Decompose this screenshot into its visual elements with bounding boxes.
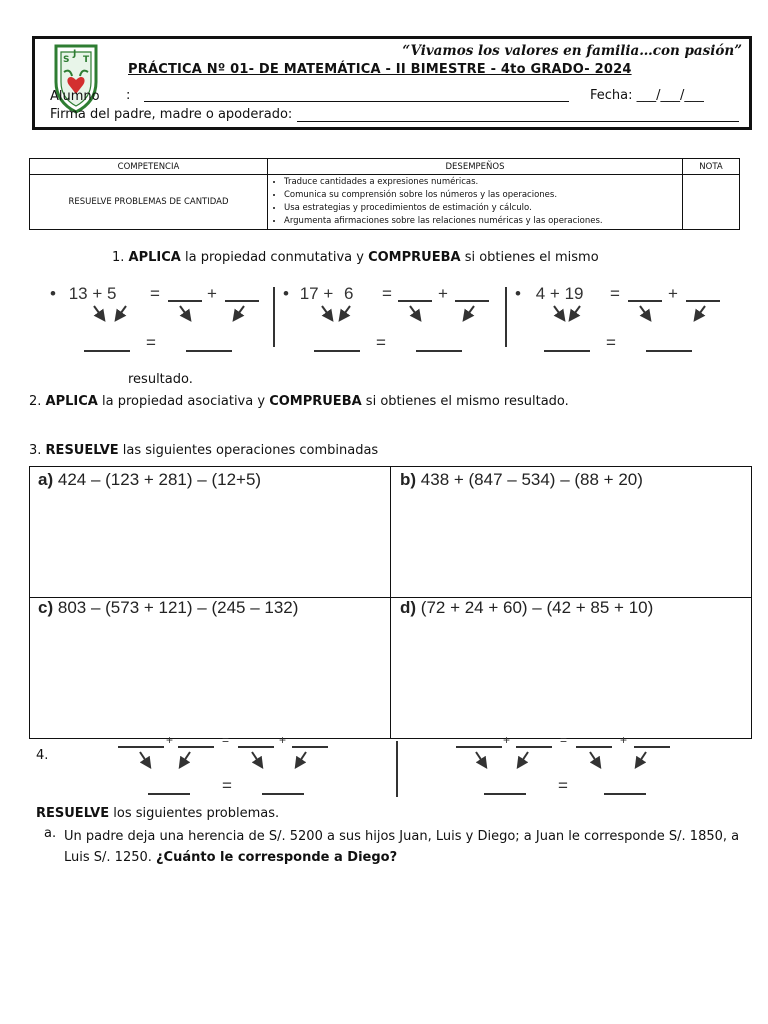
operation-expression: 438 + (847 – 534) – (88 + 20) [420,470,643,489]
plus-sign: + [549,284,560,303]
plus-sign: + [323,284,334,303]
logo-letter-s: S [63,55,70,65]
equals-sign: = [222,733,230,747]
q4-instruction [36,806,279,821]
equals-sign: = [610,284,620,303]
plus-sign: + [207,284,217,303]
plus-sign: + [92,284,103,303]
plus-sign: + [166,733,174,747]
operation-label: b) [400,470,417,489]
date-field[interactable]: Fecha: ___/___/___ [590,88,704,103]
performance-item: • Traduce cantidades a expresiones numéricas. [284,176,678,189]
problem-question: ¿Cuánto le corresponde a Diego? [156,850,398,865]
page-title: PRÁCTICA Nº 01- DE MATEMÁTICA - II BIMESTRE - 4to GRADO- 2024 [128,62,632,77]
q4-number: 4. [36,748,49,763]
q1-verb-aplica: APLICA [128,250,181,265]
bullet: • [50,284,56,303]
logo-letter-j: J [73,49,77,59]
student-colon: : [126,88,131,103]
logo-letter-t: T [83,55,90,65]
equals-sign: = [146,333,156,352]
q2-verb-comprueba: COMPRUEBA [269,394,362,409]
plus-sign: + [503,733,511,747]
q1-verb-comprueba: COMPRUEBA [368,250,461,265]
q2-text-end: si obtienes el mismo resultado. [361,394,569,409]
problem-text: Un padre deja una herencia de S/. 5200 a sus hijos Juan, Luis y Diego; a Juan le corresponde S/. 1850, a Luis S/. 1250. [64,829,740,865]
competence-cell: RESUELVE PROBLEMAS DE CANTIDAD [30,175,268,230]
q1-continuation: resultado. [128,372,193,387]
q2-verb-aplica: APLICA [45,394,98,409]
performance-item: • Usa estrategias y procedimientos de estimación y cálculo. [284,202,678,215]
q3-text: las siguientes operaciones combinadas [118,443,379,458]
plus-sign: + [620,733,628,747]
header-competencia: COMPETENCIA [30,159,268,175]
equals-sign: = [606,333,616,352]
equals-sign: = [376,333,386,352]
q4-text: los siguientes problemas. [109,806,280,821]
q2-text: la propiedad asociativa y [97,394,270,409]
equals-sign: = [150,284,160,303]
equals-sign: = [222,776,232,795]
q1-number: 1. [112,250,125,265]
equals-sign: = [560,733,568,747]
performance-item: • Comunica su comprensión sobre los números y las operaciones. [284,189,678,202]
operation-expression: 424 – (123 + 281) – (12+5) [57,470,262,489]
plus-sign: + [438,284,448,303]
student-label: Alumno [50,89,100,104]
addend: 17 [299,284,319,303]
header-desempenos: DESEMPEÑOS [268,159,683,175]
equals-sign: = [382,284,392,303]
addend: 5 [107,284,117,303]
operation-label: d) [400,598,417,617]
plus-sign: + [668,284,678,303]
school-motto: “Vivamos los valores en familia…con pasión” [402,43,742,59]
operation-label: c) [38,598,54,617]
q1-text: la propiedad conmutativa y [180,250,369,265]
operation-label: a) [38,470,54,489]
bullet: • [283,284,289,303]
operation-expression: 803 – (573 + 121) – (245 – 132) [57,598,299,617]
addend: 6 [344,284,354,303]
addend: 4 [535,284,546,303]
q3-number: 3. [29,443,42,458]
q4-verb: RESUELVE [36,806,110,821]
q3-verb: RESUELVE [45,443,119,458]
bullet: • [515,284,521,303]
operation-expression: (72 + 24 + 60) – (42 + 85 + 10) [420,598,654,617]
addend: 19 [564,284,584,303]
addend: 13 [68,284,88,303]
header-nota: NOTA [683,159,740,175]
equals-sign: = [558,776,568,795]
problem-letter: a. [44,826,57,841]
performance-item: • Argumenta afirmaciones sobre las relaciones numéricas y las operaciones. [284,215,678,228]
signature-label: Firma del padre, madre o apoderado: [50,107,293,122]
q2-number: 2. [29,394,42,409]
problem-a [64,826,750,868]
q1-text-end: si obtienes el mismo [460,250,599,265]
plus-sign: + [279,733,287,747]
